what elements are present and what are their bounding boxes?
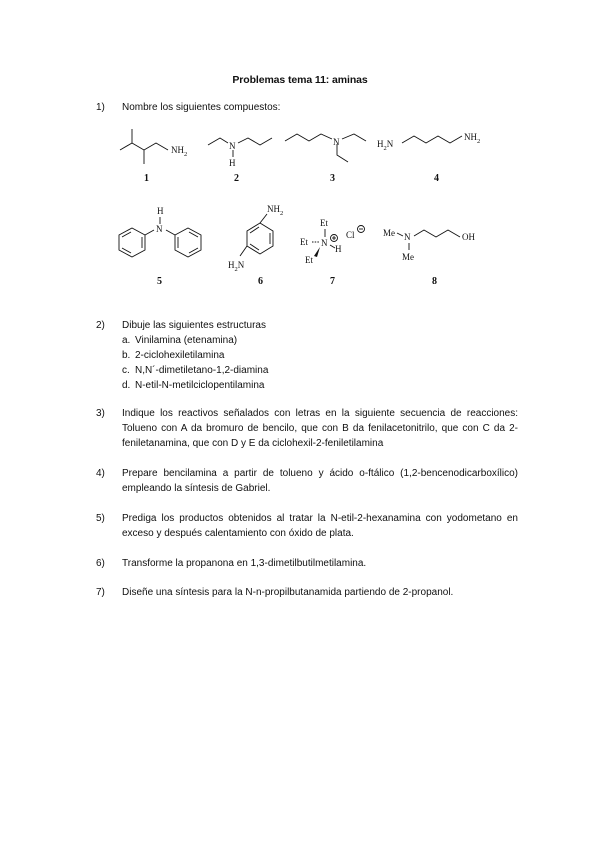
atom-label: N <box>229 141 236 151</box>
problem-number: 4) <box>96 468 105 479</box>
problem-text: Dibuje las siguientes estructuras <box>122 320 266 331</box>
structure-number: 2 <box>234 173 239 184</box>
atom-label: $NH_2$ <box>171 145 188 158</box>
problem-text: Prediga los productos obtenidos al tratar la N-etil-2-hexanamina con yodometano en exceso y después calentamiento con óxido de plata. <box>122 513 518 539</box>
structure-number: 3 <box>330 173 335 184</box>
problem-2-items <box>122 333 518 393</box>
structure-6 <box>228 204 283 287</box>
atom-label: Me <box>383 228 395 238</box>
problem-text: Transforme la propanona en 1,3-dimetilbutilmetilamina. <box>122 558 367 569</box>
problem-5 <box>96 511 518 541</box>
problem-number: 6) <box>96 558 105 569</box>
atom-label: N <box>404 232 411 242</box>
problem-4 <box>96 466 518 496</box>
problem-2 <box>96 318 518 393</box>
atom-label: Cl <box>346 230 355 240</box>
problem-text: Indique los reactivos señalados con letras en la siguiente secuencia de reacciones: Tolueno con A da bromuro de bencilo, que con B da fenilacetonitrilo, que con C da 2-feniletanamina, que con D y E da ciclohexil-2-feniletilamina <box>122 408 518 449</box>
atom-label: H <box>229 158 236 168</box>
atom-label: N <box>156 224 163 234</box>
structure-number: 8 <box>432 276 437 287</box>
structure-number: 7 <box>330 276 335 287</box>
atom-label: $H_2N$ <box>377 139 394 152</box>
problem-number: 2) <box>96 320 105 331</box>
structures-row-2 <box>0 0 600 300</box>
atom-label: N <box>321 238 328 248</box>
problem-text: Nombre los siguientes compuestos: <box>122 102 281 113</box>
problem-text: Diseñe una síntesis para la N-n-propilbutanamida partiendo de 2-propanol. <box>122 587 454 598</box>
structure-5 <box>119 206 201 287</box>
structure-number: 5 <box>157 276 162 287</box>
structure-7 <box>300 218 365 287</box>
problem-number: 3) <box>96 408 105 419</box>
atom-label: Et <box>320 218 328 228</box>
problem-6 <box>96 556 518 571</box>
list-item: c. N,N´-dimetiletano-1,2-diamina <box>122 365 269 376</box>
structure-8 <box>383 228 475 287</box>
atom-label: H <box>157 206 164 216</box>
atom-label: N <box>333 137 340 147</box>
atom-label: $NH_2$ <box>267 204 284 217</box>
atom-label: $NH_2$ <box>464 132 481 145</box>
structure-number: 4 <box>434 173 439 184</box>
list-item: b. 2-ciclohexiletilamina <box>122 350 225 361</box>
problem-number: 1) <box>96 102 105 113</box>
problem-7 <box>96 585 518 600</box>
problem-number: 7) <box>96 587 105 598</box>
list-item: a. Vinilamina (etenamina) <box>122 335 238 346</box>
atom-label: Me <box>402 252 414 262</box>
structure-number: 1 <box>144 173 149 184</box>
atom-label: Et <box>305 255 313 265</box>
atom-label: OH <box>462 232 475 242</box>
list-item: d. N-etil-N-metilciclopentilamina <box>122 380 265 391</box>
problem-3 <box>96 406 518 451</box>
atom-label: H <box>335 244 342 254</box>
structure-number: 6 <box>258 276 263 287</box>
atom-label: Et <box>300 237 308 247</box>
problem-number: 5) <box>96 513 105 524</box>
atom-label: $H_2N$ <box>228 260 245 273</box>
page-title: Problemas tema 11: aminas <box>232 74 368 86</box>
problem-text: Prepare bencilamina a partir de tolueno y ácido o-ftálico (1,2-bencenodicarboxílico) empleando la síntesis de Gabriel. <box>122 468 518 494</box>
